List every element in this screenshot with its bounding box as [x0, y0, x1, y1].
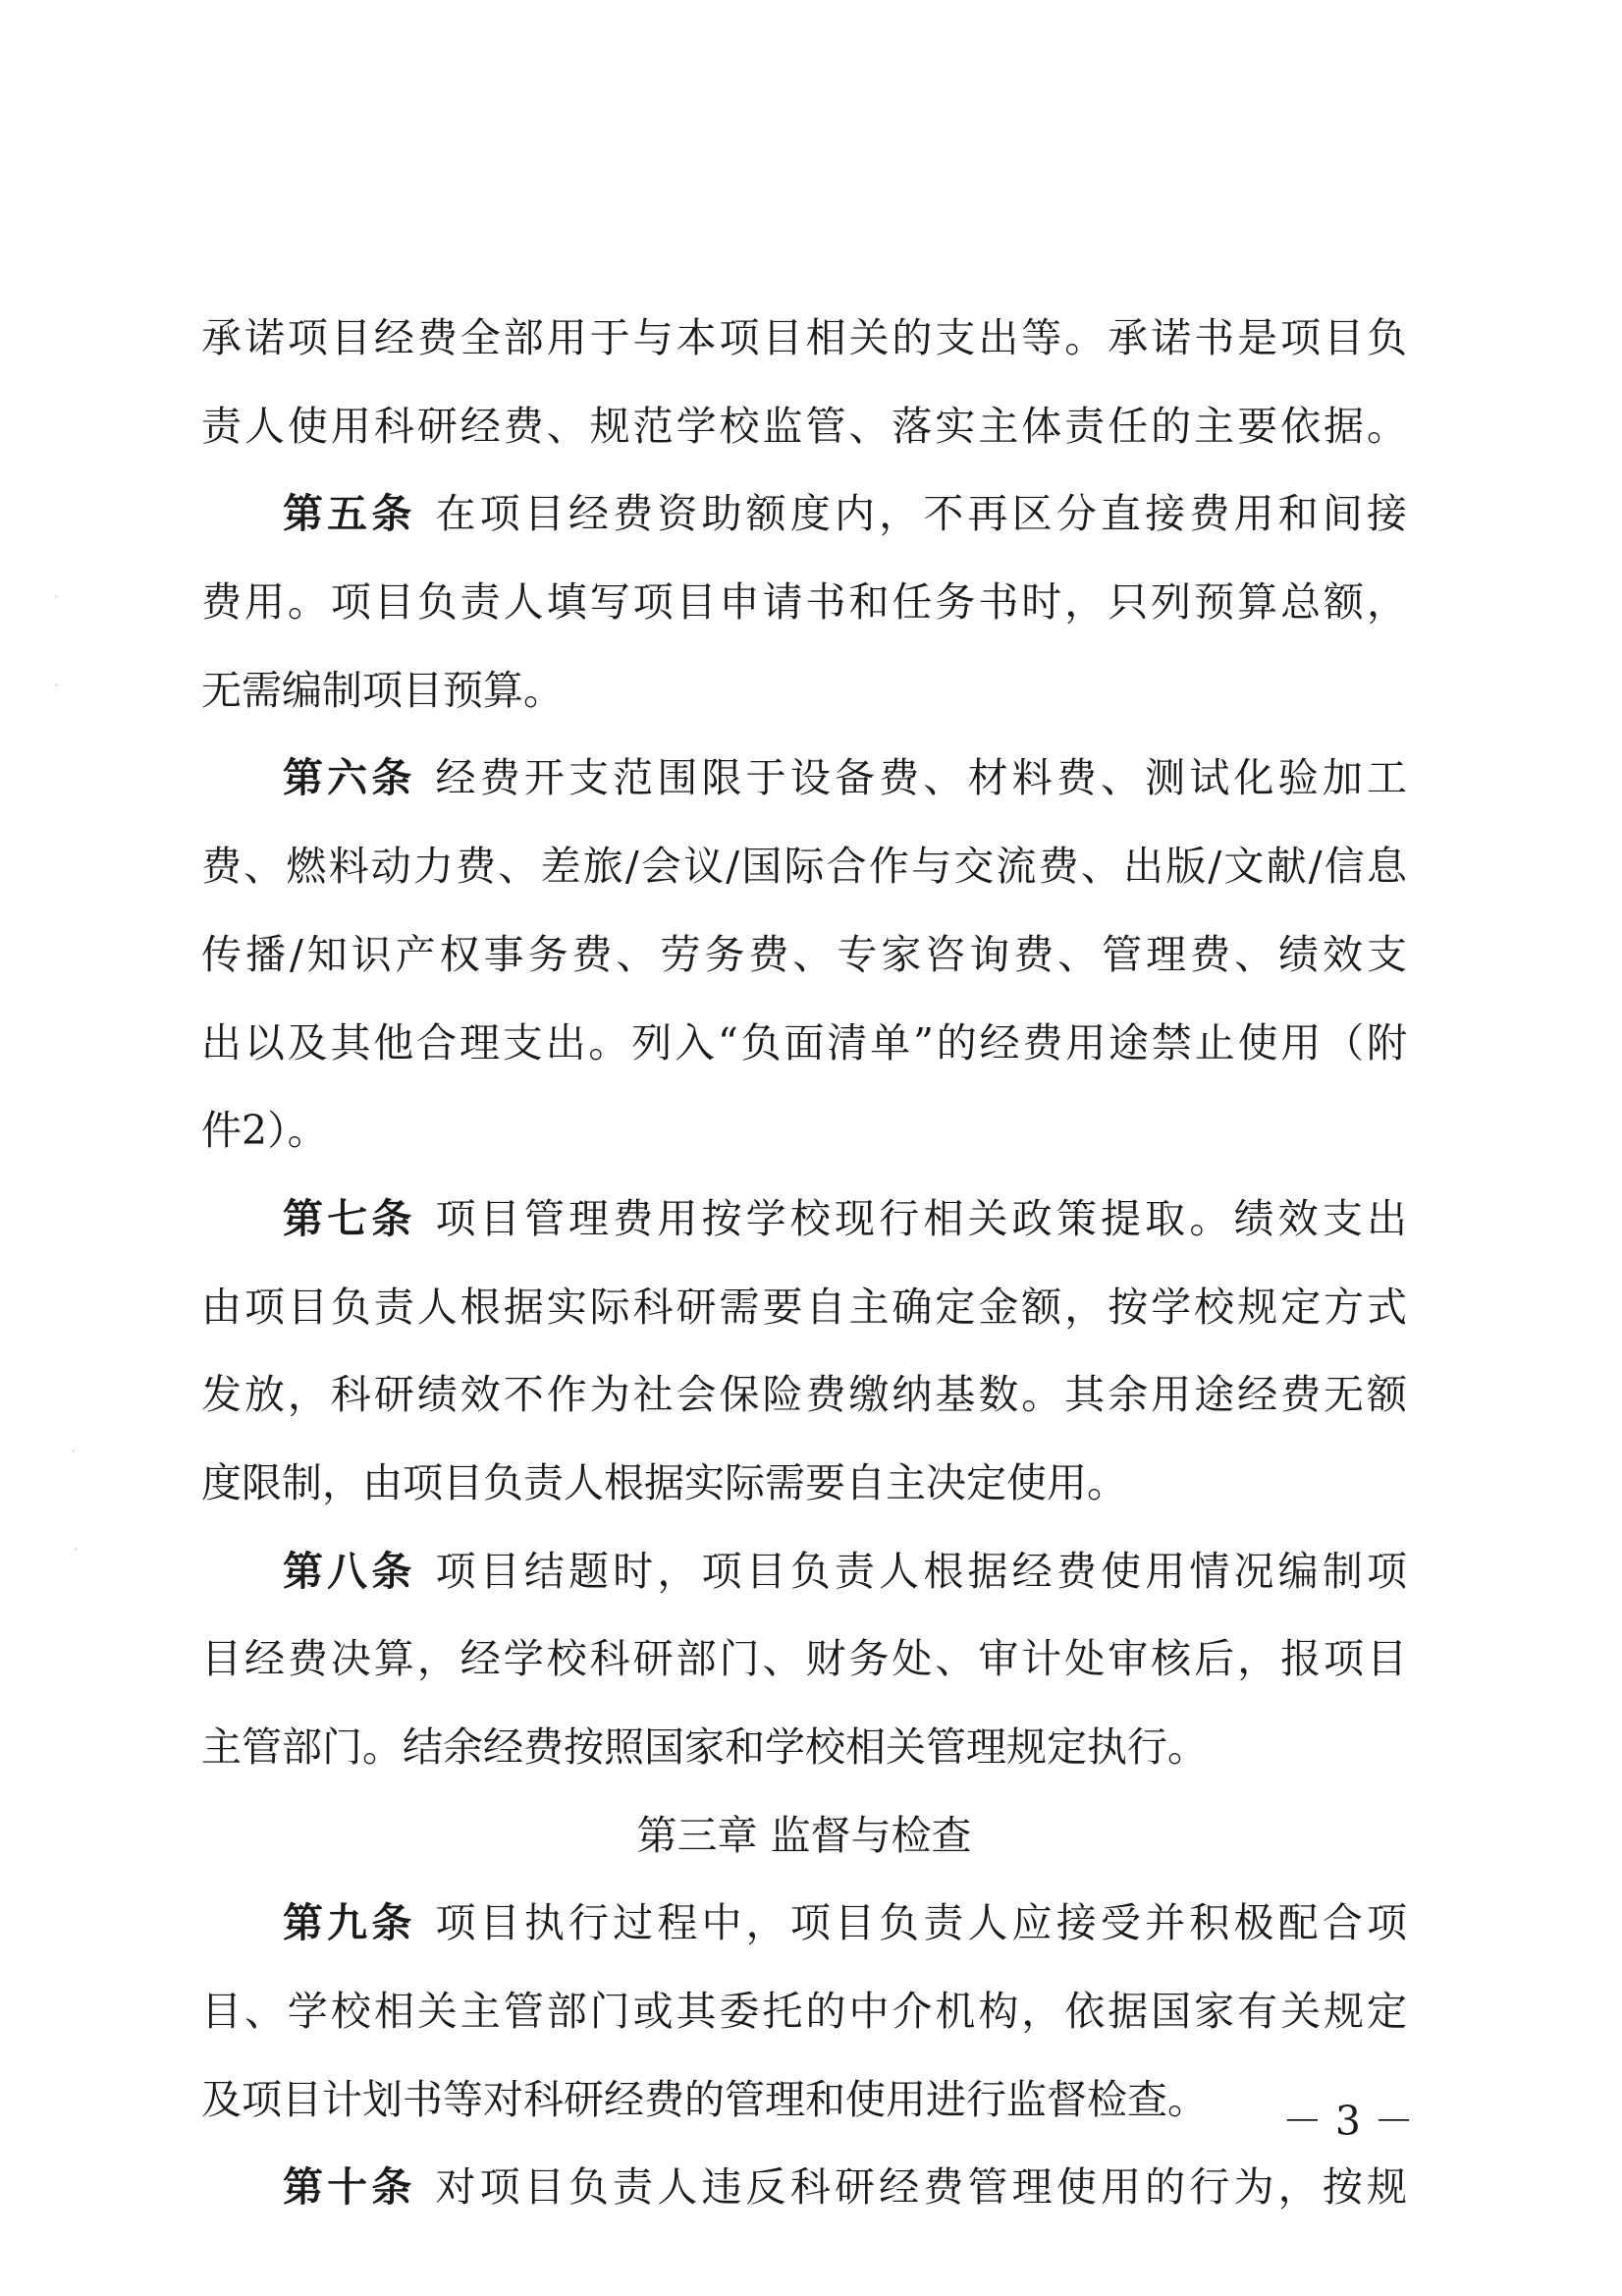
text-line: 目经费决算，经学校科研部门、财务处、审计处审核后，报项目 [201, 1635, 1407, 1683]
article-7-label: 第七条 [283, 1194, 416, 1242]
text-line: 承诺项目经费全部用于与本项目相关的支出等。承诺书是项目负 [201, 314, 1407, 361]
text-line: 无需编制项目预算。 [201, 666, 564, 714]
article-5-text: 在项目经费资助额度内，不再区分直接费用和间接 [435, 490, 1407, 538]
article-7-text: 项目管理费用按学校现行相关政策提取。绩效支出 [435, 1194, 1407, 1242]
article-6-line [201, 735, 1407, 823]
article-5-line [201, 470, 1407, 559]
article-8-line [201, 1528, 1407, 1616]
article-7-line [201, 1175, 1407, 1264]
page-number: － 3 － [1281, 2098, 1414, 2145]
article-10-text: 对项目负责人违反科研经费管理使用的行为，按规 [435, 2163, 1407, 2212]
text-line: 件2）。 [201, 1107, 328, 1155]
article-9-text: 项目执行过程中，项目负责人应接受并积极配合项 [435, 1899, 1407, 1947]
text-line: 责人使用科研经费、规范学校监管、落实主体责任的主要依据。 [201, 402, 1407, 450]
scan-speck: · [74, 1540, 80, 1558]
text-line: 出以及其他合理支出。列入“负面清单”的经费用途禁止使用（附 [201, 1018, 1407, 1066]
text-line: 费用。项目负责人填写项目申请书和任务书时，只列预算总额， [201, 578, 1407, 627]
text-line: 费、燃料动力费、差旅/会议/国际合作与交流费、出版/文献/信息 [201, 843, 1407, 891]
scan-speck: · [71, 1442, 77, 1460]
text-line: 传播/知识产权事务费、劳务费、专家咨询费、管理费、绩效支 [201, 930, 1407, 978]
article-8-label: 第八条 [283, 1547, 416, 1595]
text-line: 目、学校相关主管部门或其委托的中介机构，依据国家有关规定 [201, 1988, 1407, 2036]
text-line: 及项目计划书等对科研经费的管理和使用进行监督检查。 [201, 2075, 1208, 2123]
article-9-line [201, 1880, 1407, 1968]
article-10-label: 第十条 [283, 2163, 416, 2212]
text-line: 由项目负责人根据实际科研需要自主确定金额，按学校规定方式 [201, 1283, 1407, 1331]
text-line: 发放，科研绩效不作为社会保险费缴纳基数。其余用途经费无额 [201, 1371, 1407, 1419]
article-9-label: 第九条 [283, 1899, 416, 1947]
scan-speck: · [54, 676, 60, 694]
article-6-text: 经费开支范围限于设备费、材料费、测试化验加工 [435, 754, 1407, 802]
chapter-title: 第三章 监督与检查 [636, 1811, 972, 1859]
article-6-label: 第六条 [283, 754, 416, 802]
scan-speck: · [54, 587, 60, 606]
article-10-line [201, 2144, 1407, 2232]
article-5-label: 第五条 [283, 490, 416, 538]
text-line: 度限制，由项目负责人根据实际需要自主决定使用。 [201, 1458, 1127, 1506]
article-8-text: 项目结题时，项目负责人根据经费使用情况编制项 [435, 1547, 1407, 1595]
text-line: 主管部门。结余经费按照国家和学校相关管理规定执行。 [201, 1723, 1208, 1771]
document-body [201, 295, 1407, 2232]
